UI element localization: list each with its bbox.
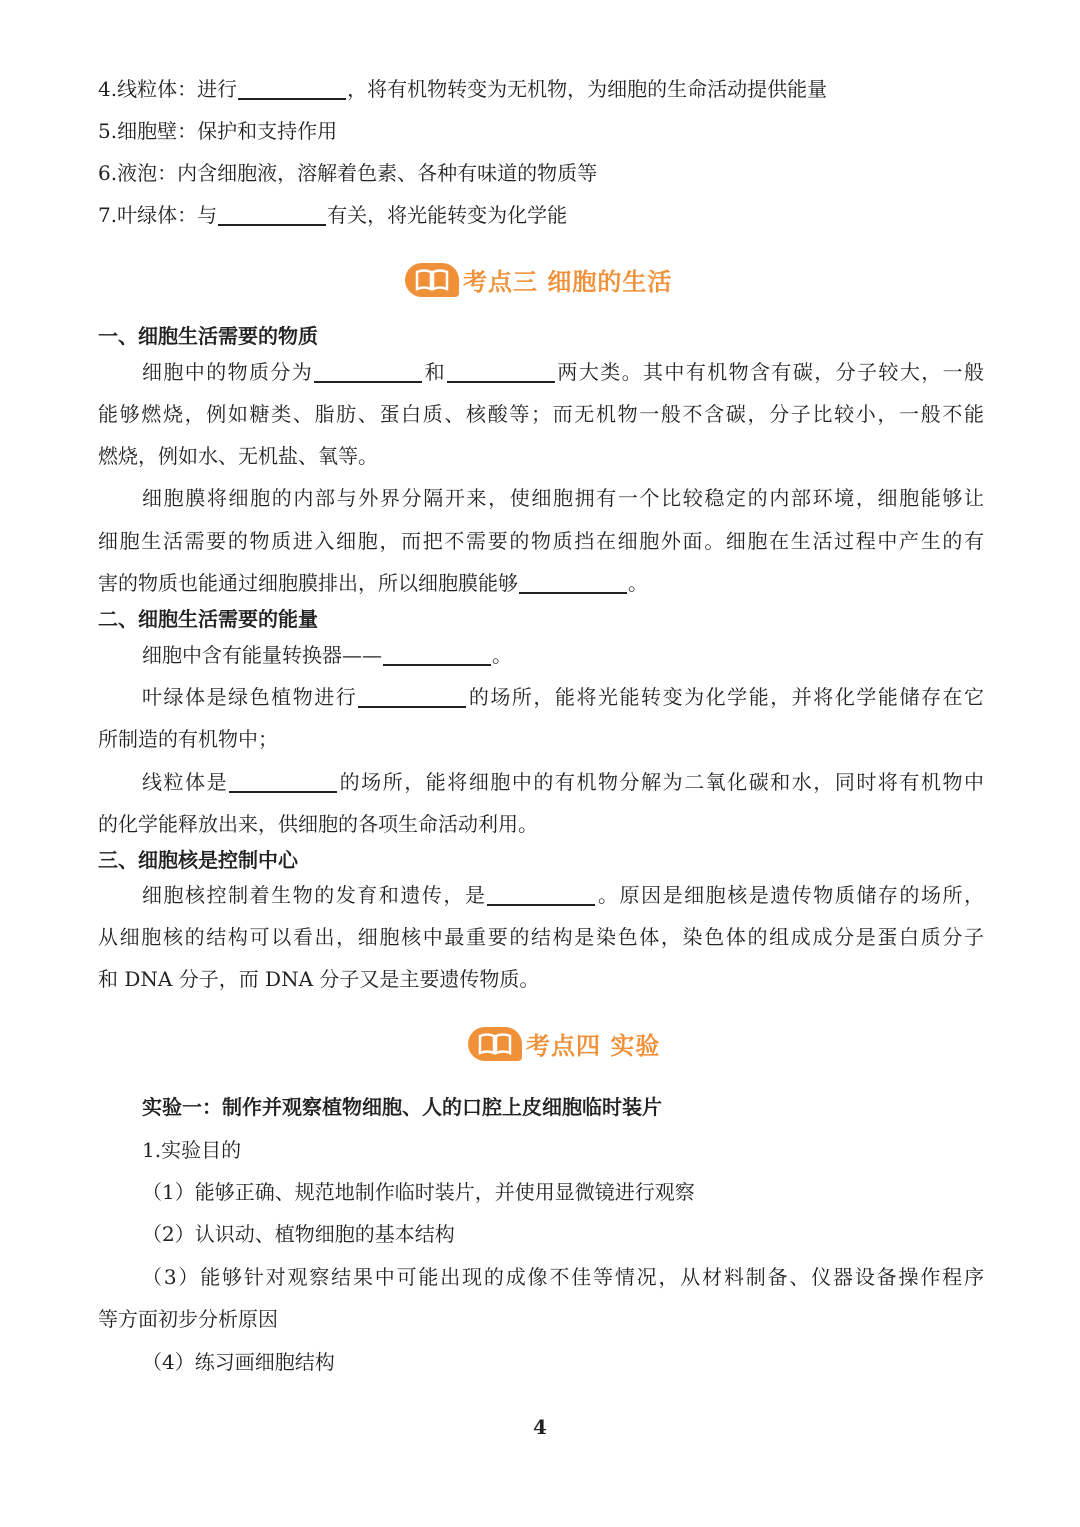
paragraph-line: 和 DNA 分子，而 DNA 分子又是主要遗传物质。 <box>98 967 540 991</box>
section-title: 考点四 实验 <box>526 1032 661 1060</box>
book-icon <box>405 263 459 297</box>
subheading-substances: 一、细胞生活需要的物质 <box>98 324 318 348</box>
paragraph-line: 细胞生活需要的物质进入细胞，而把不需要的物质挡在细胞外面。细胞在生活过程中产生的有 <box>98 529 984 553</box>
goal-item: （4）练习画细胞结构 <box>142 1350 335 1374</box>
paragraph-line: 细胞中含有能量转换器—— 。 <box>142 643 512 667</box>
section-heading-3 <box>405 262 672 297</box>
fill-blank[interactable] <box>229 771 337 793</box>
paragraph-line: 能够燃烧，例如糖类、脂肪、蛋白质、核酸等；而无机物一般不含碳，分子比较小，一般不能 <box>98 402 984 426</box>
goal-item: （3）能够针对观察结果中可能出现的成像不佳等情况，从材料制备、仪器设备操作程序 <box>142 1265 984 1289</box>
paragraph-line: 细胞核控制着生物的发育和遗传，是 。原因是细胞核是遗传物质储存的场所， <box>142 883 985 907</box>
item-mitochondria: 4.线粒体：进行 ，将有机物转变为无机物，为细胞的生命活动提供能量 <box>98 77 828 101</box>
subheading-nucleus: 三、细胞核是控制中心 <box>98 848 298 872</box>
paragraph-line: 线粒体是 的场所，能将细胞中的有机物分解为二氧化碳和水，同时将有机物中 <box>142 770 985 794</box>
goal-item: （2）认识动、植物细胞的基本结构 <box>142 1222 455 1246</box>
paragraph-line: 叶绿体是绿色植物进行 的场所，能将光能转变为化学能，并将化学能储存在它 <box>142 685 985 709</box>
fill-blank[interactable] <box>314 361 422 383</box>
item-vacuole: 6.液泡：内含细胞液，溶解着色素、各种有味道的物质等 <box>98 161 598 185</box>
paragraph-line: 的化学能释放出来，供细胞的各项生命活动利用。 <box>98 812 538 836</box>
section-title: 考点三 细胞的生活 <box>463 268 673 296</box>
fill-blank[interactable] <box>519 572 627 594</box>
subheading-energy: 二、细胞生活需要的能量 <box>98 607 318 631</box>
paragraph-line: 害的物质也能通过细胞膜排出，所以细胞膜能够 。 <box>98 571 648 595</box>
paragraph-line: 细胞中的物质分为 和 两大类。其中有机物含有碳，分子较大，一般 <box>142 360 985 384</box>
book-icon <box>468 1027 522 1061</box>
section-heading-4 <box>468 1026 660 1061</box>
paragraph-line: 所制造的有机物中； <box>98 727 278 751</box>
page-number: 4 <box>533 1415 547 1439</box>
paragraph-line: 燃烧，例如水、无机盐、氧等。 <box>98 444 378 468</box>
fill-blank[interactable] <box>447 361 555 383</box>
fill-blank[interactable] <box>487 884 595 906</box>
paragraph-line: 从细胞核的结构可以看出，细胞核中最重要的结构是染色体，染色体的组成成分是蛋白质分子 <box>98 925 984 949</box>
item-chloroplast: 7.叶绿体：与 有关，将光能转变为化学能 <box>98 203 568 227</box>
goal-item-continued: 等方面初步分析原因 <box>98 1307 278 1331</box>
fill-blank[interactable] <box>238 78 346 100</box>
fill-blank[interactable] <box>383 644 491 666</box>
item-cell-wall: 5.细胞壁：保护和支持作用 <box>98 119 338 143</box>
fill-blank[interactable] <box>218 204 326 226</box>
goal-item: （1）能够正确、规范地制作临时装片，并使用显微镜进行观察 <box>142 1180 695 1204</box>
fill-blank[interactable] <box>358 686 466 708</box>
experiment-title: 实验一：制作并观察植物细胞、人的口腔上皮细胞临时装片 <box>142 1095 662 1119</box>
goal-heading: 1.实验目的 <box>142 1138 242 1162</box>
paragraph-line: 细胞膜将细胞的内部与外界分隔开来，使细胞拥有一个比较稳定的内部环境，细胞能够让 <box>142 486 984 510</box>
